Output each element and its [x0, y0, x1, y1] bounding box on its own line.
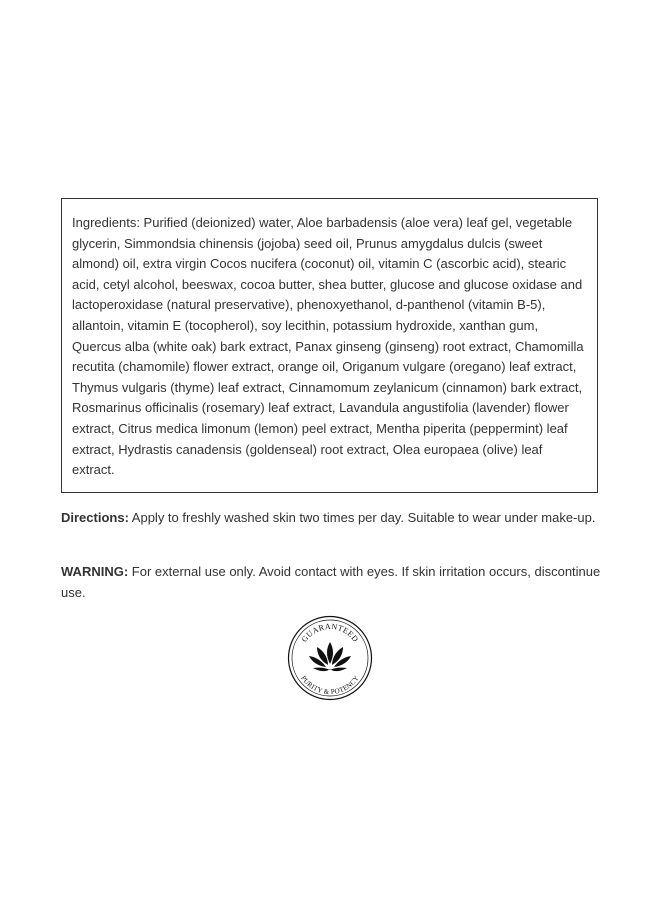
- ingredients-box: [61, 198, 598, 493]
- ingredients-text: Ingredients: Purified (deionized) water, Aloe barbadensis (aloe vera) leaf gel, vegetable glycerin, Simmondsia chinensis (jojoba) seed oil, Prunus amygdalus dulcis (sweet almond) oil, extra virgin Cocos nucifera (coconut) oil, vitamin C (ascorbic acid), stearic acid, cetyl alcohol, beeswax, cocoa butter, shea butter, glucose and glucose oxidase and lactoperoxidase (natural preservative), phenoxyethanol, d-panthenol (vitamin B-5), allantoin, vitamin E (tocopherol), soy lecithin, potassium hydroxide, xanthan gum, Quercus alba (white oak) bark extract, Panax ginseng (ginseng) root extract, Chamomilla recutita (chamomile) flower extract, orange oil, Origanum vulgare (oregano) leaf extract, Thymus vulgaris (thyme) leaf extract, Cinnamomum zeylanicum (cinnamon) bark extract, Rosmarinus officinalis (rosemary) leaf extract, Lavandula angustifolia (lavender) flower extract, Citrus medica limonum (lemon) peel extract, Mentha piperita (peppermint) leaf extract, Hydrastis canadensis (goldenseal) root extract, Olea europaea (olive) leaf extract.: [72, 215, 584, 478]
- warning-label: WARNING:: [61, 564, 129, 579]
- warning-text: For external use only. Avoid contact with eyes. If skin irritation occurs, discontinue use.: [61, 564, 601, 600]
- seal-top-text: GUARANTEED: [299, 621, 361, 644]
- lotus-seal-icon: [309, 642, 351, 671]
- directions-label: Directions:: [61, 510, 129, 525]
- directions-text: Apply to freshly washed skin two times per day. Suitable to wear under make-up.: [128, 510, 596, 525]
- warning-paragraph: [61, 561, 601, 603]
- seal-bottom-text: PURITY & POTENCY: [299, 674, 361, 697]
- guaranteed-purity-seal: [287, 615, 373, 701]
- directions-paragraph: [61, 507, 601, 528]
